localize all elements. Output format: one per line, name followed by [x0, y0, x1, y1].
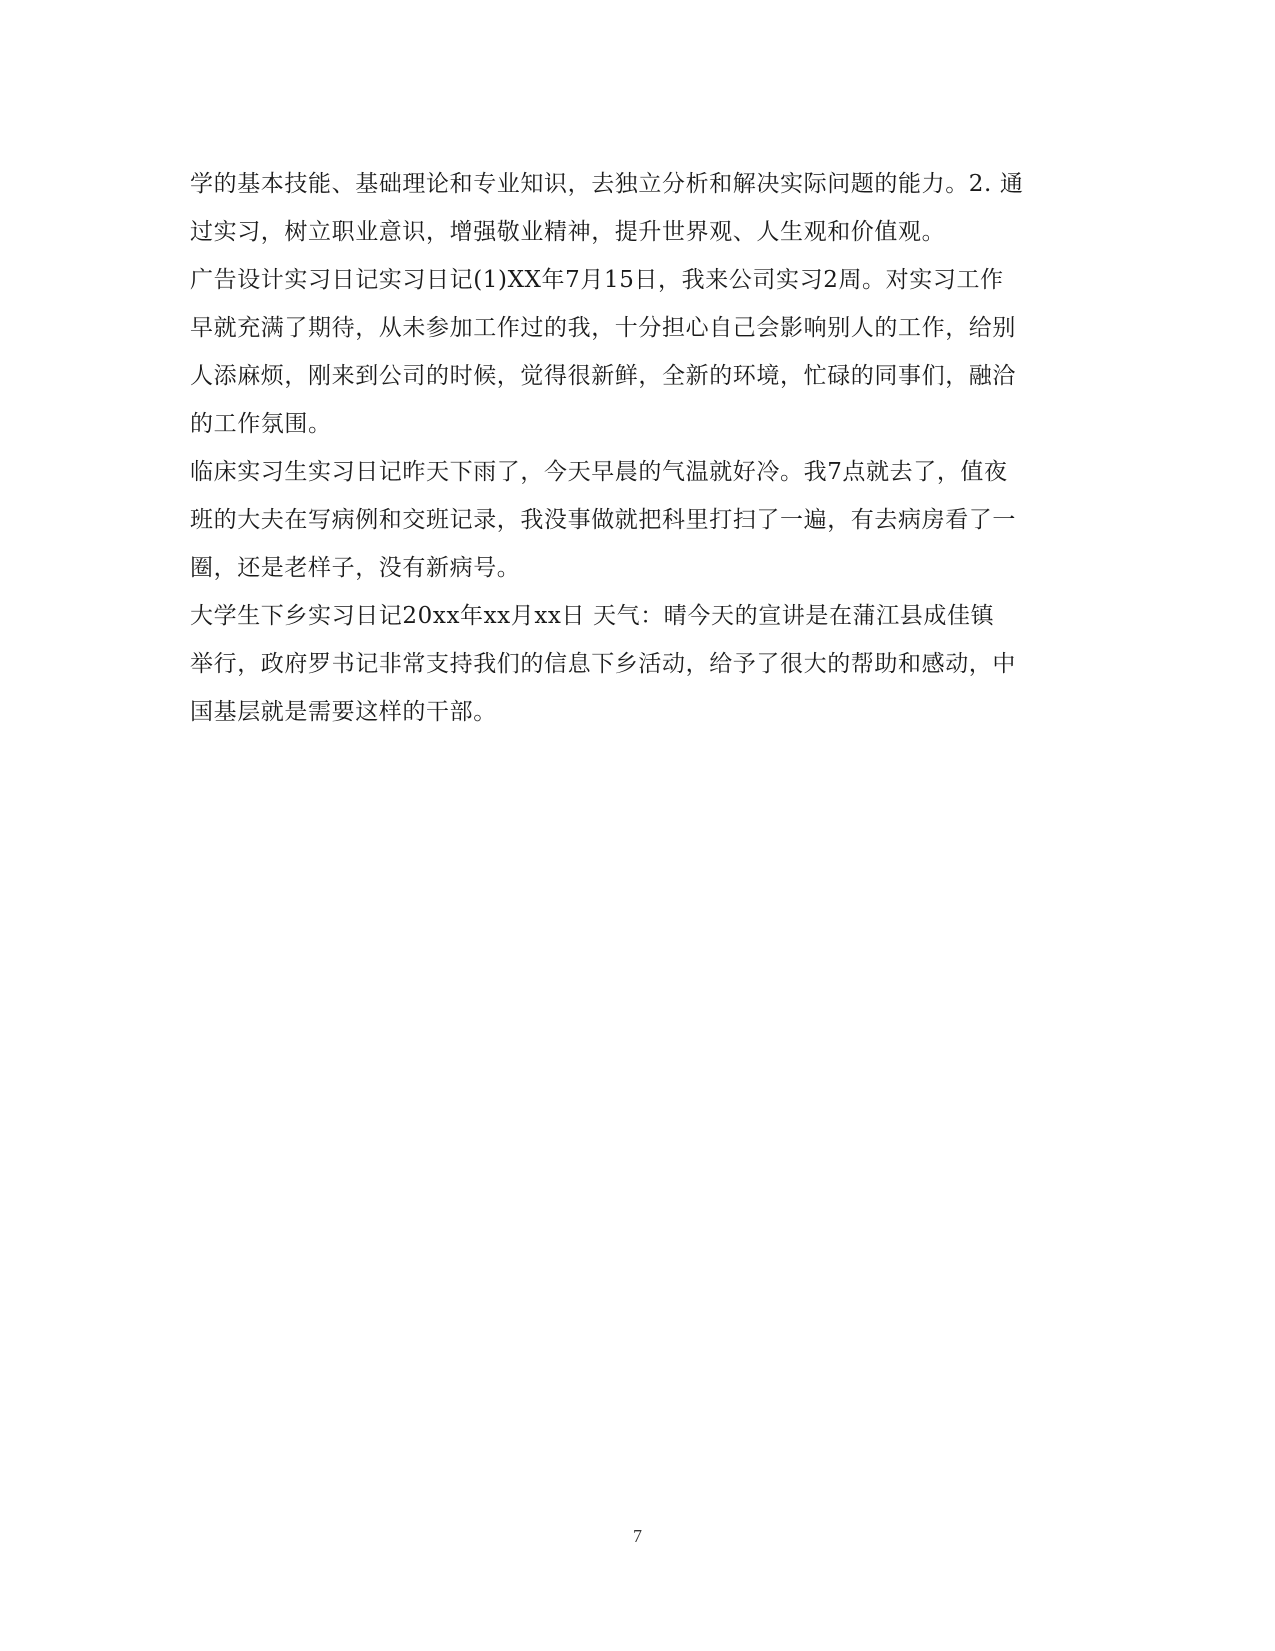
text-line: 临床实习生实习日记昨天下雨了，今天早晨的气温就好冷。我7点就去了，值夜 [190, 459, 1008, 485]
text-line: 举行，政府罗书记非常支持我们的信息下乡活动，给予了很大的帮助和感动，中 [190, 651, 1016, 677]
text-line: 大学生下乡实习日记20xx年xx月xx日 天气：晴今天的宣讲是在蒲江县成佳镇 [190, 603, 995, 629]
page-number: 7 [633, 1526, 642, 1546]
text-line: 人添麻烦，刚来到公司的时候，觉得很新鲜，全新的环境，忙碌的同事们，融洽 [190, 363, 1016, 389]
text-line: 的工作氛围。 [190, 411, 332, 437]
text-line: 圈，还是老样子，没有新病号。 [190, 555, 521, 581]
paragraph-internship-goals [190, 160, 1070, 256]
text-line: 国基层就是需要这样的干部。 [190, 699, 497, 725]
text-line: 学的基本技能、基础理论和专业知识，去独立分析和解决实际问题的能力。2. 通 [190, 171, 1024, 197]
paragraph-countryside-diary [190, 592, 1070, 736]
text-line: 广告设计实习日记实习日记(1)XX年7月15日，我来公司实习2周。对实习工作 [190, 267, 1004, 293]
paragraph-clinical-diary [190, 448, 1070, 592]
text-line: 早就充满了期待，从未参加工作过的我，十分担心自己会影响别人的工作，给别 [190, 315, 1016, 341]
paragraph-ad-design-diary [190, 256, 1070, 448]
document-body [190, 160, 1070, 736]
text-line: 过实习，树立职业意识，增强敬业精神，提升世界观、人生观和价值观。 [190, 219, 946, 245]
text-line: 班的大夫在写病例和交班记录，我没事做就把科里打扫了一遍，有去病房看了一 [190, 507, 1016, 533]
